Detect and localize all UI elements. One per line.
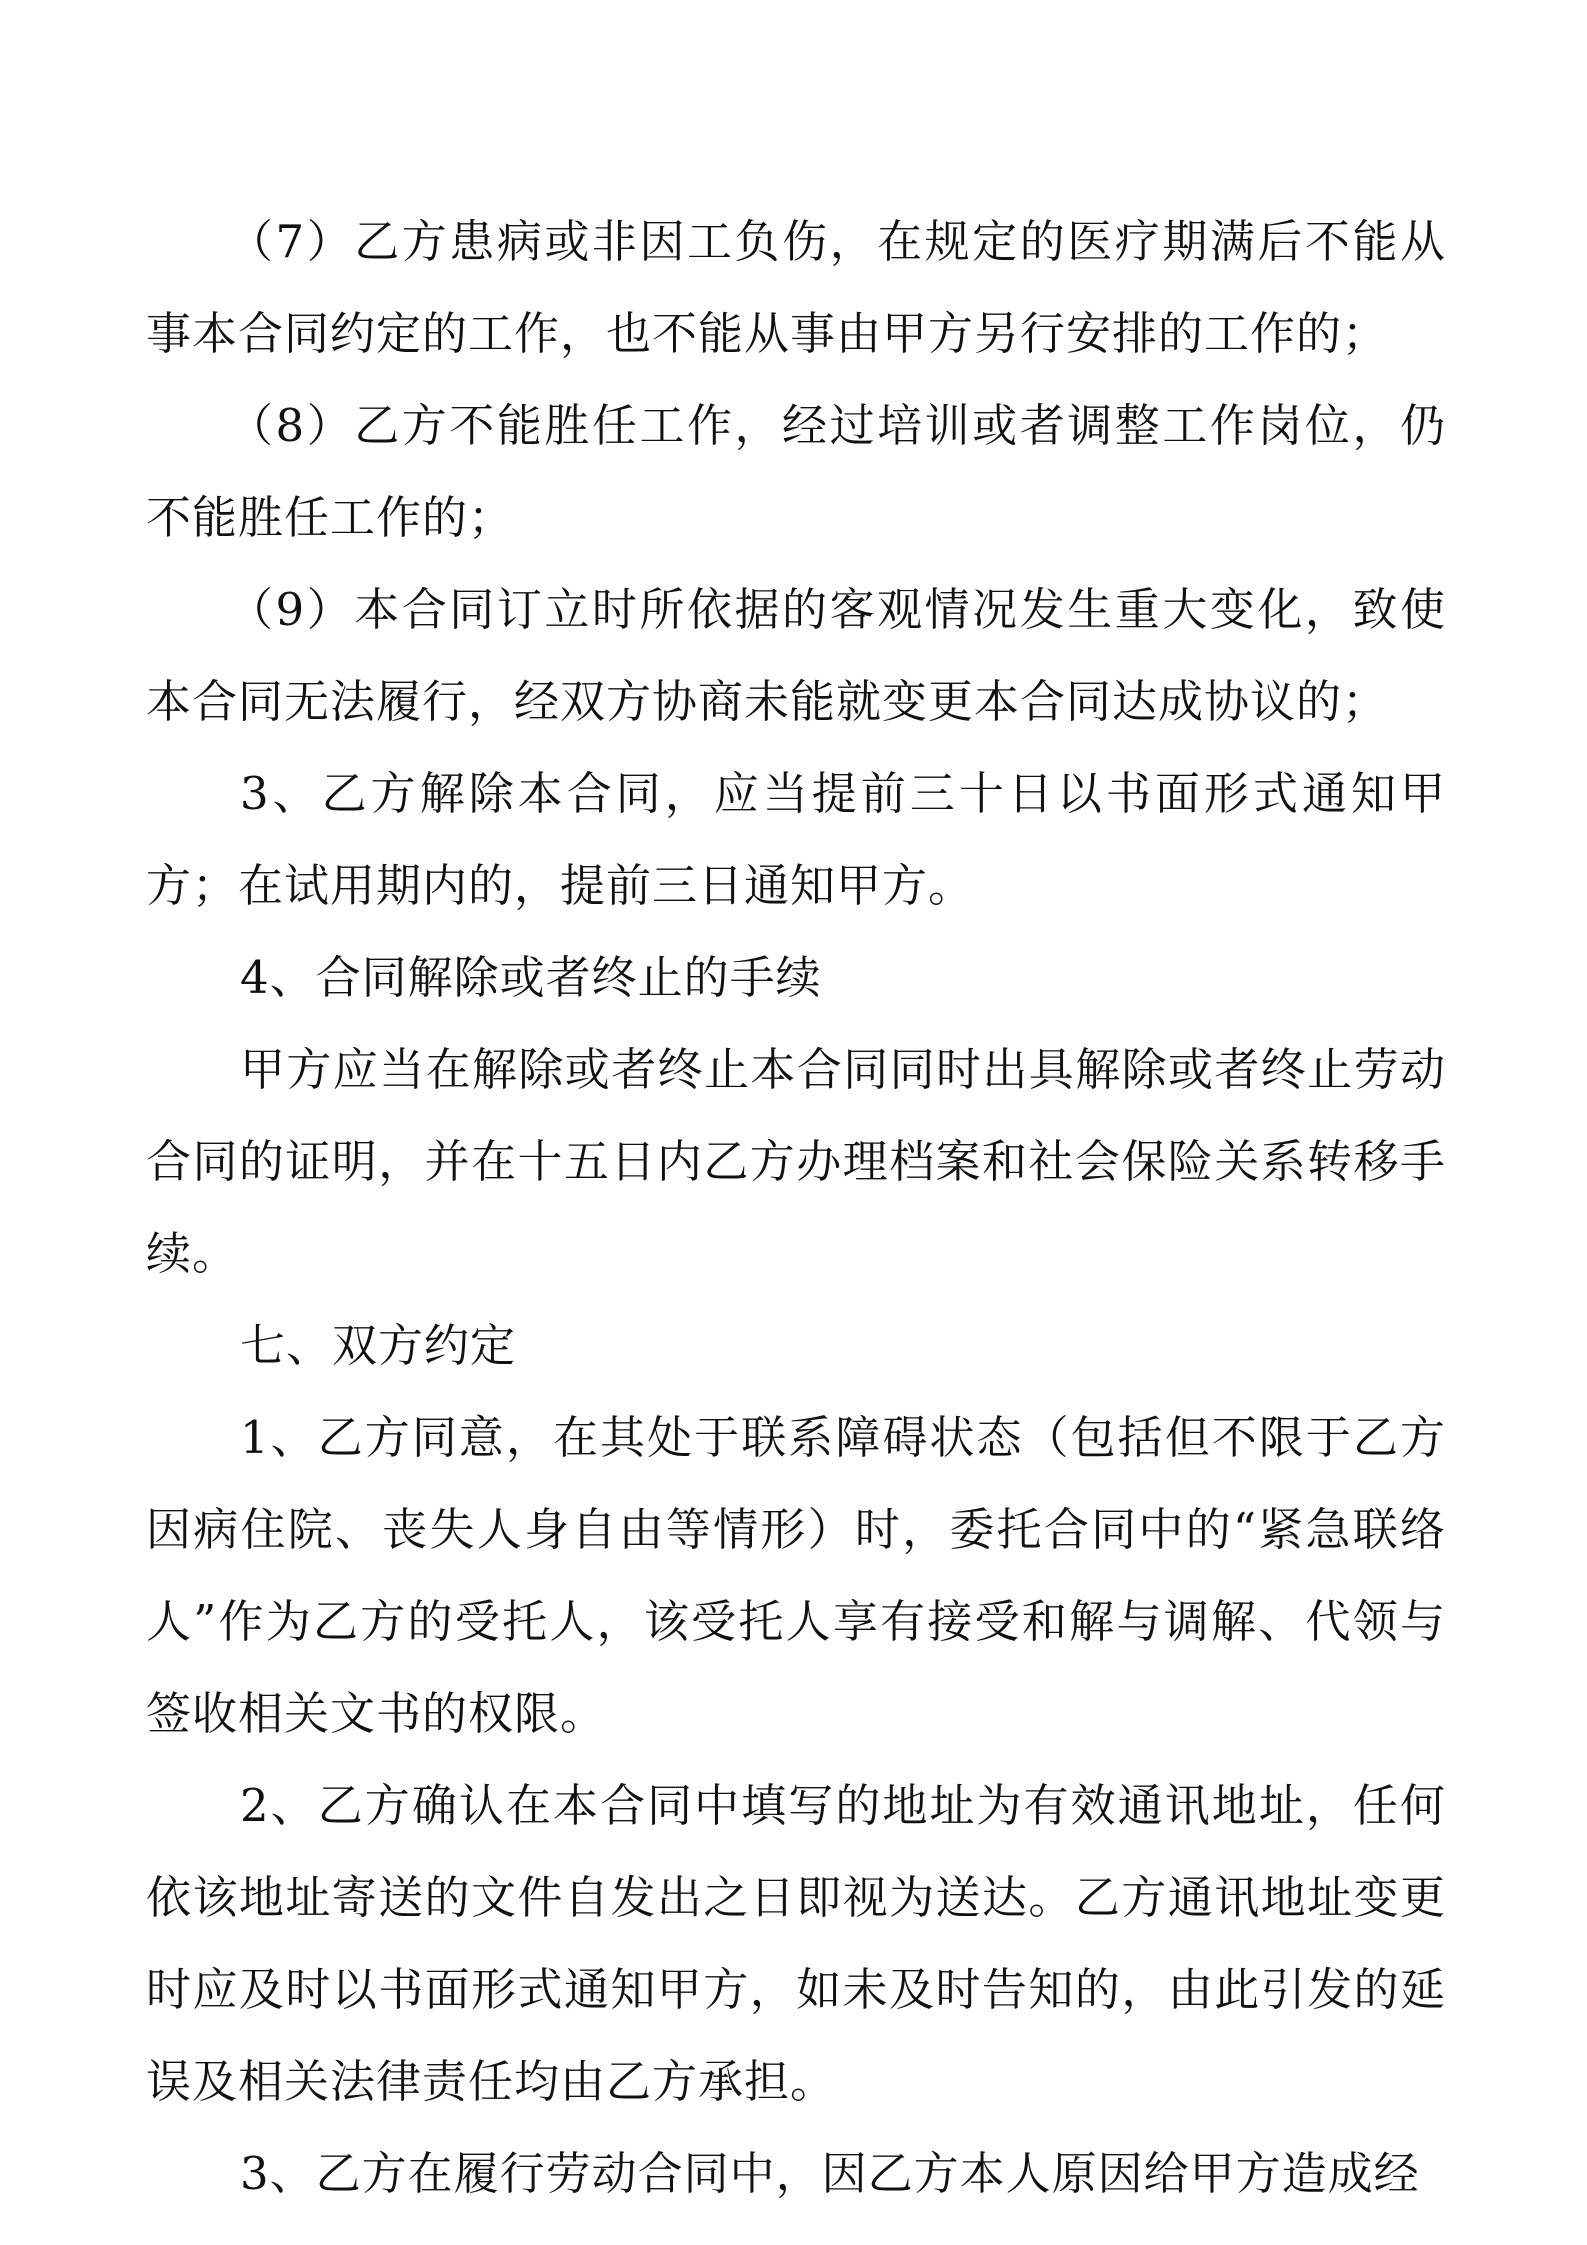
section-3-resignation-notice-paragraph: 3、乙方解除本合同，应当提前三十日以书面形式通知甲方；在试用期内的，提前三日通知甲方。 <box>146 767 1446 912</box>
agreement-2-paragraph: 2、乙方确认在本合同中填写的地址为有效通讯地址，任何依该地址寄送的文件自发出之日即视为送达。乙方通讯地址变更时应及时以书面形式通知甲方，如未及时告知的，由此引发的延误及相关法律责任均由乙方承担。 <box>146 1779 1446 2108</box>
document-body <box>146 196 1446 2220</box>
clause-9-paragraph: （9）本合同订立时所依据的客观情况发生重大变化，致使本合同无法履行，经双方协商未能就变更本合同达成协议的； <box>146 583 1446 728</box>
agreement-3-paragraph: 3、乙方在履行劳动合同中，因乙方本人原因给甲方造成经 <box>240 2147 1420 2200</box>
agreement-1-paragraph: 1、乙方同意，在其处于联系障碍状态（包括但不限于乙方因病住院、丧失人身自由等情形）时，委托合同中的“紧急联络人”作为乙方的受托人，该受托人享有接受和解与调解、代领与签收相关文书的权限。 <box>146 1411 1446 1740</box>
section-4-heading-paragraph: 4、合同解除或者终止的手续 <box>240 951 822 1004</box>
termination-procedure-paragraph: 甲方应当在解除或者终止本合同同时出具解除或者终止劳动合同的证明，并在十五日内乙方办理档案和社会保险关系转移手续。 <box>146 1043 1446 1280</box>
chapter-7-heading: 七、双方约定 <box>240 1319 517 1372</box>
clause-7-paragraph: （7）乙方患病或非因工负伤，在规定的医疗期满后不能从事本合同约定的工作，也不能从事由甲方另行安排的工作的； <box>146 215 1446 360</box>
clause-8-paragraph: （8）乙方不能胜任工作，经过培训或者调整工作岗位，仍不能胜任工作的； <box>146 399 1446 544</box>
